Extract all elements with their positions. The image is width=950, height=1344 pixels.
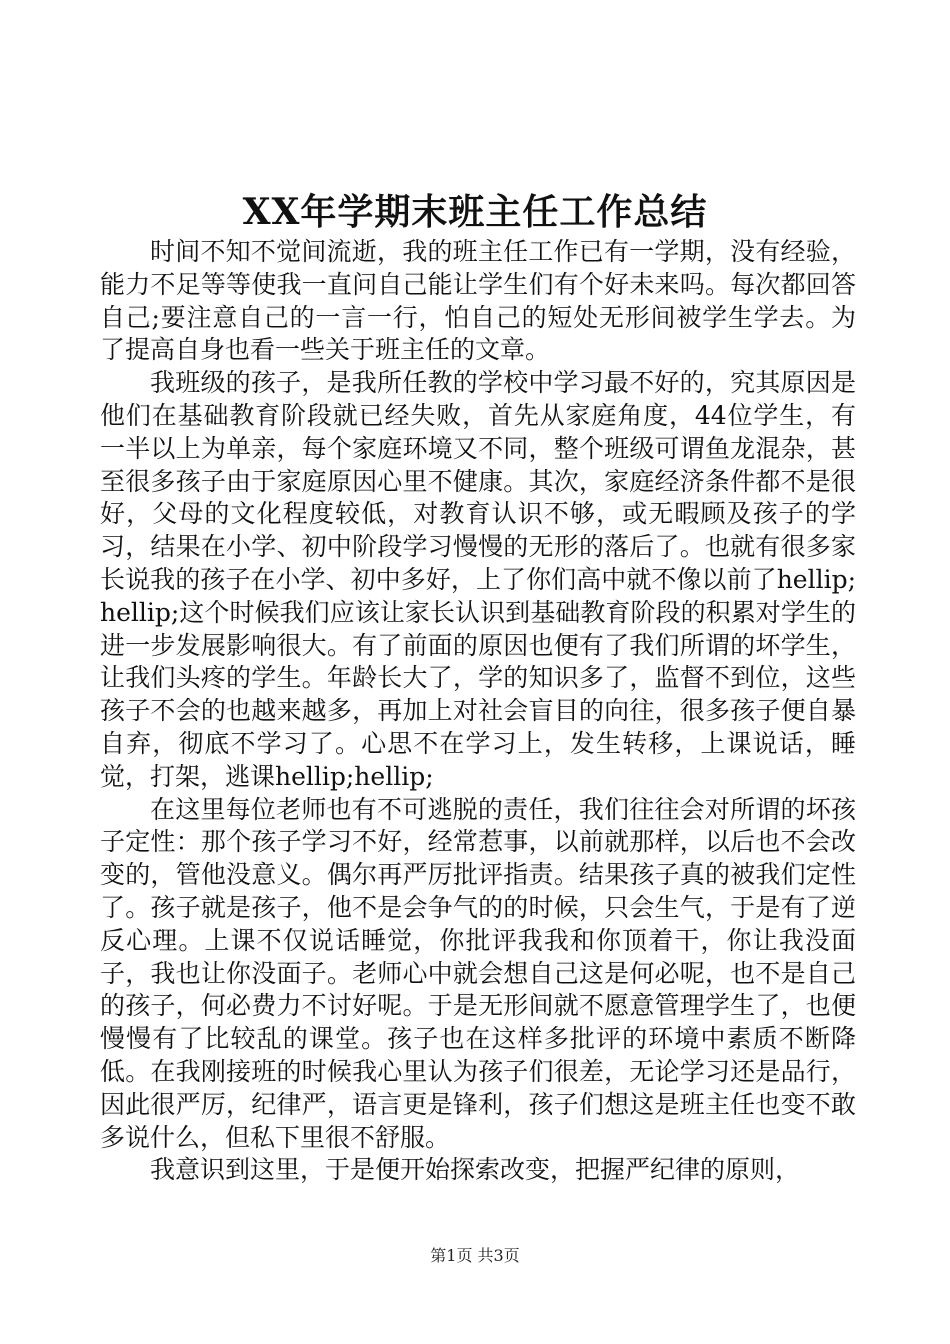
paragraph-4: 我意识到这里，于是便开始探索改变，把握严纪律的原则， xyxy=(150,1155,801,1185)
document-body xyxy=(100,236,856,1187)
page-number: 第1页 共3页 xyxy=(430,1246,520,1265)
paragraph-2: 我班级的孩子，是我所任教的学校中学习最不好的，究其原因是他们在基础教育阶段就已经失败，首先从家庭角度，44位学生，有一半以上为单亲，每个家庭环境又不同，整个班级可谓鱼龙混杂，甚至很多孩子由于家庭原因心里不健康。其次，家庭经济条件都不是很好，父母的文化程度较低，对教育认识不够，或无暇顾及孩子的学习，结果在小学、初中阶段学习慢慢的无形的落后了。也就有很多家长说我的孩子在小学、初中多好，上了你们高中就不像以前了hellip;hellip;这个时候我们应该让家长认识到基础教育阶段的积累对学生的进一步发展影响很大。有了前面的原因也便有了我们所谓的坏学生，让我们头疼的学生。年龄长大了，学的知识多了，监督不到位，这些孩子不会的也越来越多，再加上对社会盲目的向往，很多孩子便自暴自弃，彻底不学习了。心思不在学习上，发生转移，上课说话，睡觉，打架，逃课hellip;hellip; xyxy=(100,368,856,791)
paragraph-3: 在这里每位老师也有不可逃脱的责任，我们往往会对所谓的坏孩子定性：那个孩子学习不好，经常惹事，以前就那样，以后也不会改变的，管他没意义。偶尔再严厉批评指责。结果孩子真的被我们定性了。孩子就是孩子，他不是会争气的的时候，只会生气，于是有了逆反心理。上课不仅说话睡觉，你批评我我和你顶着干，你让我没面子，我也让你没面子。老师心中就会想自己这是何必呢，也不是自己的孩子，何必费力不讨好呢。于是无形间就不愿意管理学生了，也便慢慢有了比较乱的课堂。孩子也在这样多批评的环境中素质不断降低。在我刚接班的时候我心里认为孩子们很差，无论学习还是品行，因此很严厉，纪律严，语言更是锋利，孩子们想这是班主任也变不敢多说什么，但私下里很不舒服。 xyxy=(100,794,856,1152)
paragraph-1: 时间不知不觉间流逝，我的班主任工作已有一学期，没有经验，能力不足等等使我一直问自己能让学生们有个好未来吗。每次都回答自己;要注意自己的一言一行，怕自己的短处无形间被学生学去。为了提高自身也看一些关于班主任的文章。 xyxy=(100,237,856,365)
document-title: XX年学期末班主任工作总结 xyxy=(242,191,708,233)
